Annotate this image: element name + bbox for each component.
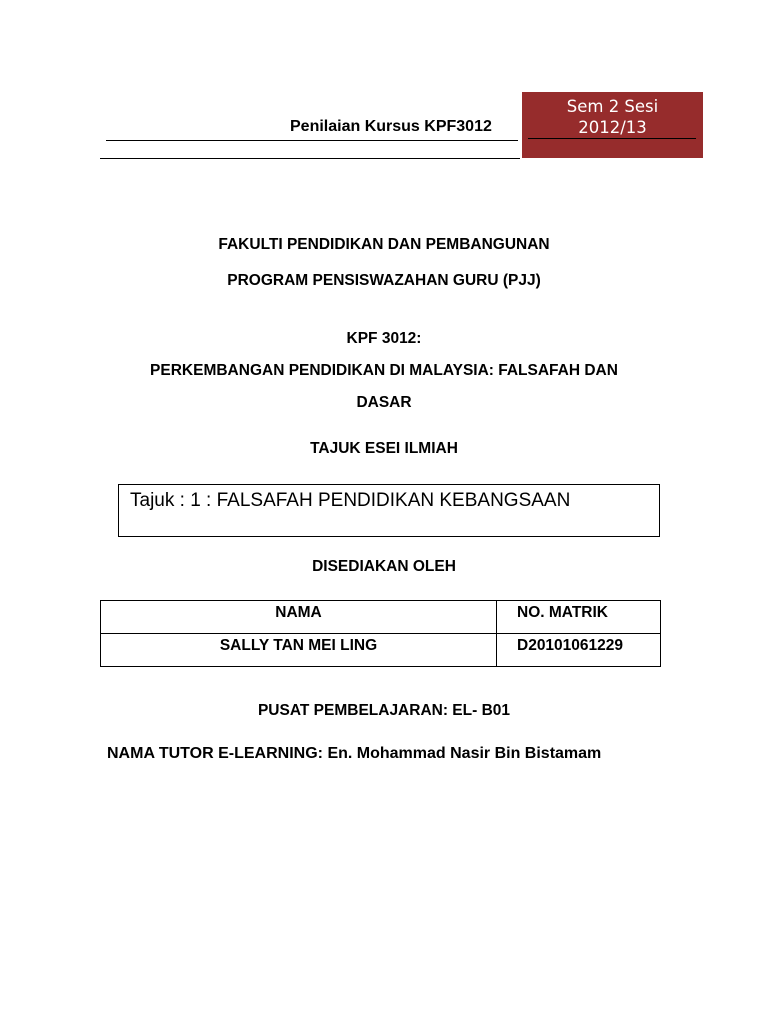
program-name: PROGRAM PENSISWAZAHAN GURU (PJJ) [227,272,541,289]
semester-box [522,92,703,158]
header-matric: NO. MATRIK [497,601,661,634]
course-assessment-title: Penilaian Kursus KPF3012 [290,118,492,135]
tutor-line [107,745,601,763]
essay-heading: TAJUK ESEI ILMIAH [310,440,458,457]
essay-topic-box [118,484,660,537]
learning-center: PUSAT PEMBELAJARAN: EL- B01 [257,702,511,719]
tutor-name: En. Mohammad Nasir Bin Bistamam [327,745,602,762]
table-header-row [101,601,661,634]
prepared-by-heading: DISEDIAKAN OLEH [312,558,456,575]
semester-line-1: Sem 2 Sesi [566,97,659,116]
header-name: NAMA [101,601,497,634]
semester-underline [528,138,696,139]
student-table [100,600,661,667]
tutor-label: NAMA TUTOR E-LEARNING: [107,745,323,762]
header-rule-top [106,140,518,141]
semester-line-2: 2012/13 [578,118,647,137]
header-rule-bottom [100,158,520,159]
faculty-name: FAKULTI PENDIDIKAN DAN PEMBANGUNAN [218,236,550,253]
course-title-line-2: DASAR [356,394,412,411]
course-code: KPF 3012: [346,330,422,347]
student-name: SALLY TAN MEI LING [101,634,497,667]
table-row [101,634,661,667]
essay-topic: Tajuk : 1 : FALSAFAH PENDIDIKAN KEBANGSAAN [130,490,571,511]
course-title-line-1: PERKEMBANGAN PENDIDIKAN DI MALAYSIA: FALSAFAH DAN [150,362,618,379]
student-matric: D20101061229 [497,634,661,667]
